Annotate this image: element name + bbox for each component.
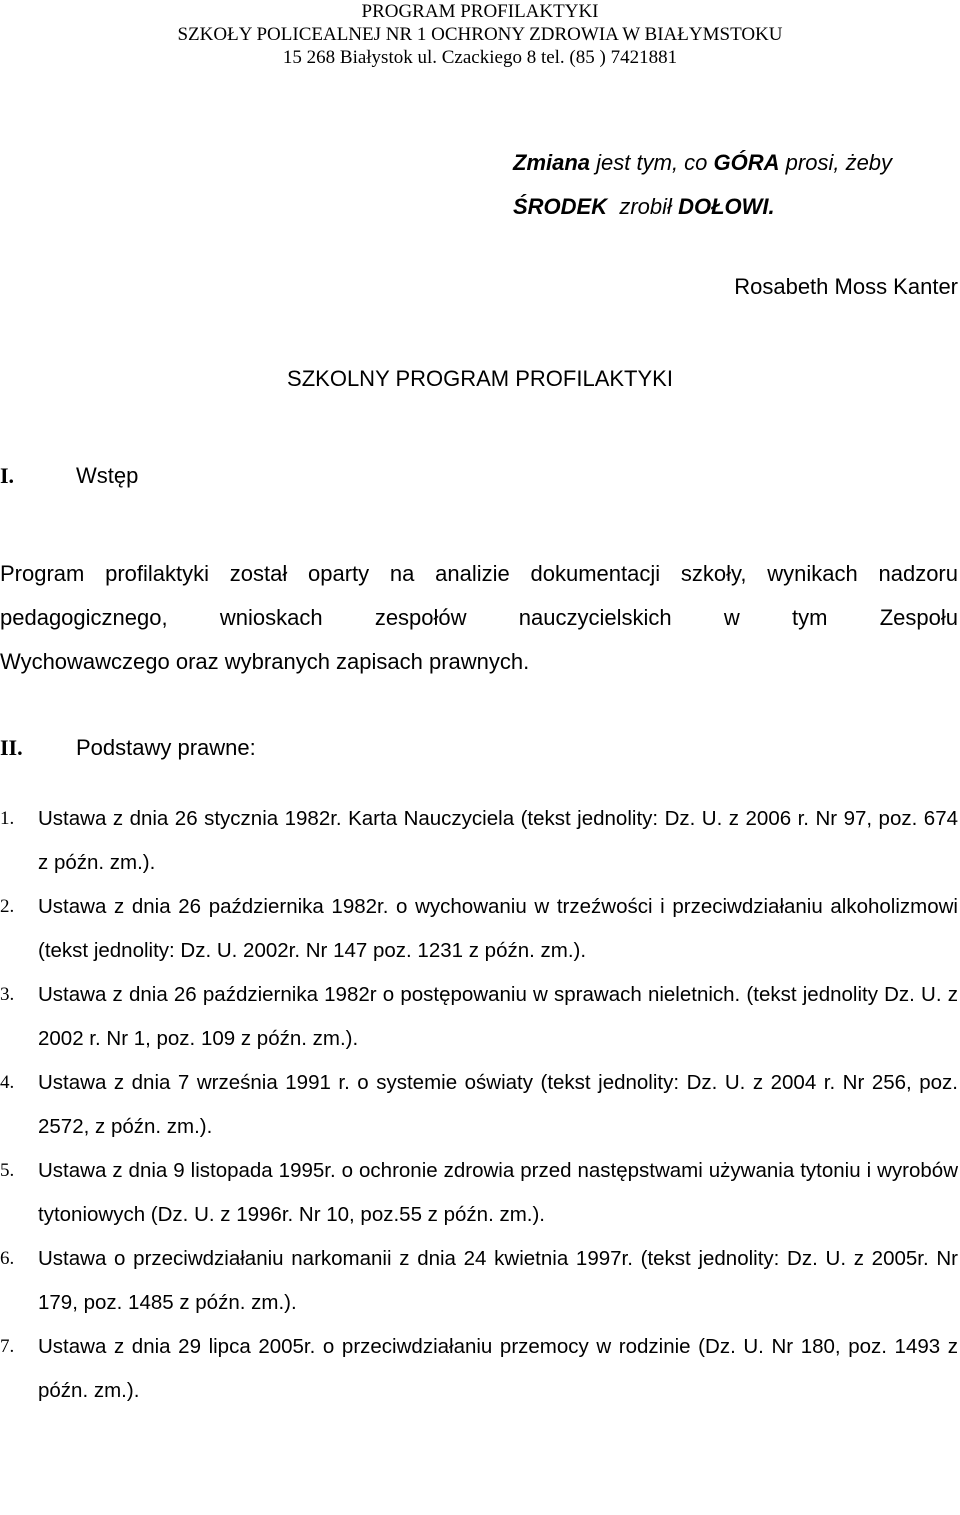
motto-word: jest tym, co: [596, 150, 708, 175]
legal-item: [0, 1149, 958, 1237]
legal-item-text: Ustawa z dnia 9 listopada 1995r. o ochronie zdrowia przed następstwami używania tytoniu i wyrobów tytoniowych (Dz. U. z 1996r. Nr 10, poz.55 z późn. zm.).: [38, 1159, 958, 1226]
legal-item: [0, 885, 958, 973]
motto-quote: [513, 141, 892, 229]
intro-line: Wychowawczego oraz wybranych zapisach prawnych.: [0, 649, 530, 674]
legal-basis-list: [0, 797, 958, 1413]
section-title: Wstęp: [76, 463, 139, 488]
legal-item-number: 4.: [0, 1072, 15, 1093]
legal-item-text: Ustawa z dnia 26 października 1982r. o wychowaniu w trzeźwości i przeciwdziałaniu alkoholizmowi (tekst jednolity: Dz. U. 2002r. Nr 147 poz. 1231 z późn. zm.).: [38, 895, 958, 962]
document-header: [0, 0, 960, 69]
header-school-name: SZKOŁY POLICEALNEJ NR 1 OCHRONY ZDROWIA W BIAŁYMSTOKU: [177, 24, 783, 45]
motto-line-2: [513, 185, 892, 229]
intro-line: pedagogicznego, wnioskach zespołów nauczycielskich w tym Zespołu: [0, 605, 958, 630]
legal-item-number: 1.: [0, 808, 15, 829]
quote-author: Rosabeth Moss Kanter: [734, 274, 958, 299]
legal-item: [0, 797, 958, 885]
legal-item-number: 2.: [0, 896, 15, 917]
legal-item-number: 7.: [0, 1336, 15, 1357]
legal-item-text: Ustawa z dnia 7 września 1991 r. o systemie oświaty (tekst jednolity: Dz. U. z 2004 r. Nr 256, poz. 2572, z późn. zm.).: [38, 1071, 958, 1138]
legal-item-number: 5.: [0, 1160, 15, 1181]
header-program-title: PROGRAM PROFILAKTYKI: [361, 1, 599, 22]
intro-line: Program profilaktyki został oparty na analizie dokumentacji szkoły, wynikach nadzoru: [0, 561, 958, 586]
legal-item-number: 3.: [0, 984, 15, 1005]
document-title: SZKOLNY PROGRAM PROFILAKTYKI: [287, 366, 673, 391]
motto-word: Zmiana: [513, 150, 591, 175]
section-title: Podstawy prawne:: [76, 735, 256, 760]
legal-item-text: Ustawa o przeciwdziałaniu narkomanii z dnia 24 kwietnia 1997r. (tekst jednolity: Dz. U. z 2005r. Nr 179, poz. 1485 z późn. zm.).: [38, 1247, 958, 1314]
motto-word: DOŁOWI.: [678, 194, 775, 219]
motto-word: prosi, żeby: [785, 150, 893, 175]
section-number: II.: [0, 735, 23, 760]
section-number: I.: [0, 463, 15, 488]
legal-item: [0, 1325, 958, 1413]
motto-word: GÓRA: [713, 150, 780, 175]
legal-item-number: 6.: [0, 1248, 15, 1269]
legal-item-text: Ustawa z dnia 26 stycznia 1982r. Karta Nauczyciela (tekst jednolity: Dz. U. z 2006 r. Nr 97, poz. 674 z późn. zm.).: [38, 807, 958, 874]
legal-item: [0, 1237, 958, 1325]
intro-paragraph: [0, 552, 958, 684]
legal-item: [0, 1061, 958, 1149]
legal-item-text: Ustawa z dnia 26 października 1982r o postępowaniu w sprawach nieletnich. (tekst jednolity Dz. U. z 2002 r. Nr 1, poz. 109 z późn. zm.).: [38, 983, 958, 1050]
header-address: 15 268 Białystok ul. Czackiego 8 tel. (85 ) 7421881: [282, 47, 678, 68]
legal-item: [0, 973, 958, 1061]
motto-word: zrobił: [619, 194, 672, 219]
legal-item-text: Ustawa z dnia 29 lipca 2005r. o przeciwdziałaniu przemocy w rodzinie (Dz. U. Nr 180, poz. 1493 z późn. zm.).: [38, 1335, 958, 1402]
motto-word: ŚRODEK: [513, 194, 608, 219]
motto-line-1: [513, 141, 892, 185]
